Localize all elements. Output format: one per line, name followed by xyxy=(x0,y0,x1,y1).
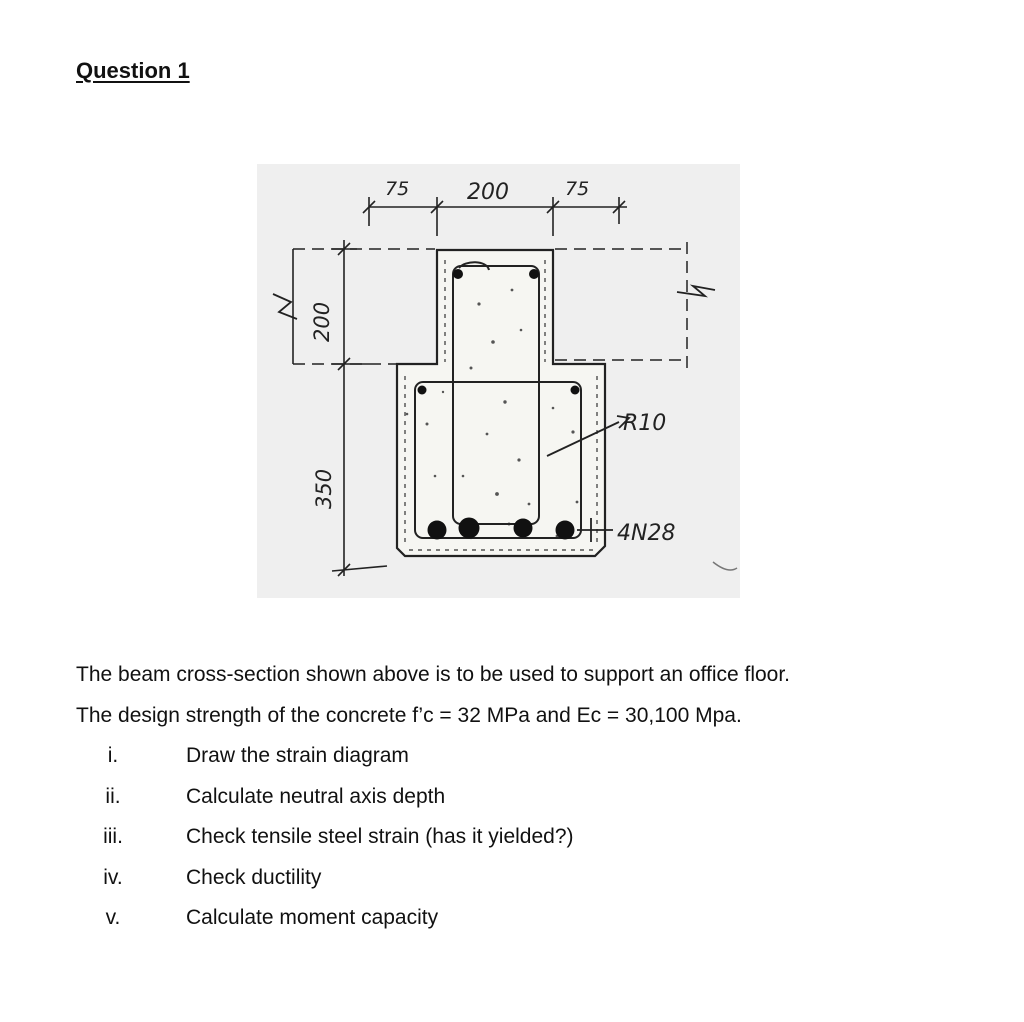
task-text: Check ductility xyxy=(186,865,322,889)
dim-left-upper: 200 xyxy=(310,301,334,342)
beam-section-drawing xyxy=(257,164,740,598)
task-number: ii. xyxy=(105,784,121,808)
material-paragraph: The design strength of the concrete f’c = 32 MPa and Ec = 30,100 Mpa. xyxy=(76,704,742,727)
task-text: Calculate neutral axis depth xyxy=(186,784,446,808)
task-list xyxy=(76,744,776,947)
label-4n28: 4N28 xyxy=(617,521,676,546)
list-item xyxy=(76,744,776,785)
dim-left-lower: 350 xyxy=(312,468,336,509)
task-text: Draw the strain diagram xyxy=(186,744,409,767)
list-item xyxy=(76,906,776,947)
task-text: Check tensile steel strain (has it yielded?) xyxy=(186,825,574,848)
label-r10: R10 xyxy=(623,411,667,436)
dim-top-right: 75 xyxy=(565,178,590,200)
question-title: Question 1 xyxy=(76,58,190,83)
task-number: v. xyxy=(105,906,121,929)
list-item xyxy=(76,785,776,826)
task-number: i. xyxy=(107,744,119,767)
dim-top-left: 75 xyxy=(385,178,410,200)
task-text: Calculate moment capacity xyxy=(186,906,439,929)
task-number: iii. xyxy=(103,825,123,848)
list-item xyxy=(76,866,776,907)
beam-cross-section-figure xyxy=(257,164,740,598)
intro-paragraph: The beam cross-section shown above is to be used to support an office floor. xyxy=(76,663,791,686)
dim-top-mid: 200 xyxy=(467,180,509,205)
task-number: iv. xyxy=(103,865,123,889)
list-item xyxy=(76,825,776,866)
